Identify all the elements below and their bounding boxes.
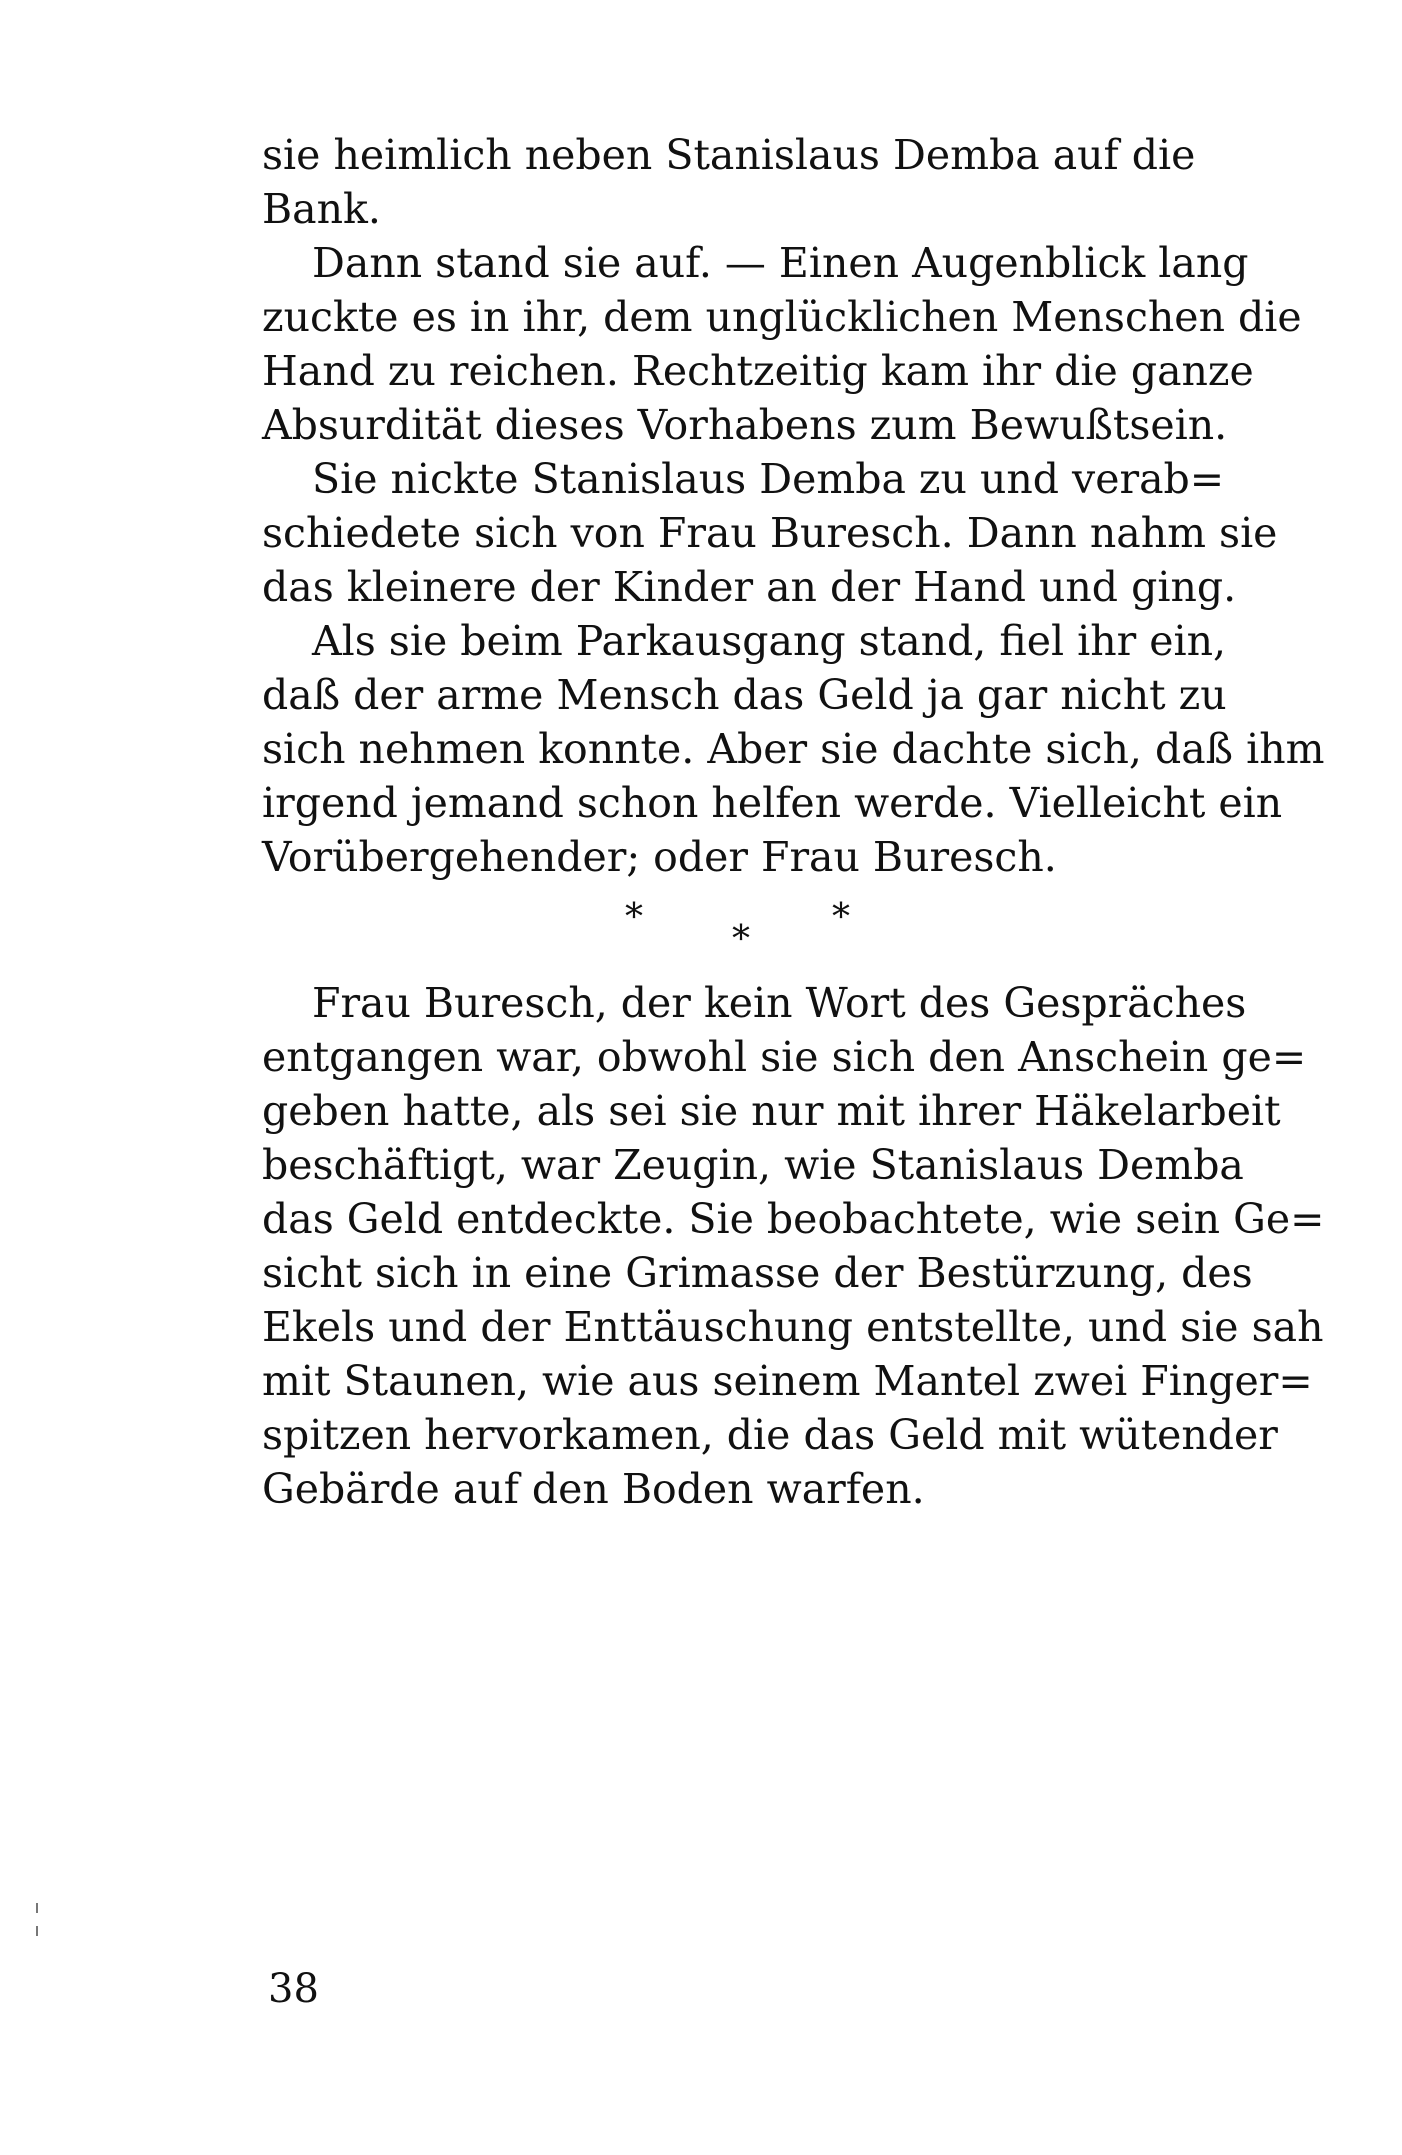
asterism-star: *: [832, 897, 850, 938]
text-line: Vorübergehender; oder Frau Buresch.: [262, 833, 1057, 881]
text-line: Hand zu reichen. Rechtzeitig kam ihr die ganze: [262, 347, 1254, 395]
text-line: Sie nickte Stanislaus Demba zu und verab=: [312, 455, 1225, 503]
text-line: Gebärde auf den Boden warfen.: [262, 1465, 925, 1513]
text-line: Dann stand sie auf. — Einen Augenblick lang: [312, 239, 1249, 287]
text-line: entgangen war, obwohl sie sich den Anschein ge=: [262, 1033, 1307, 1081]
text-line: das kleinere der Kinder an der Hand und ging.: [262, 563, 1237, 611]
text-line: sich nehmen konnte. Aber sie dachte sich, daß ihm: [262, 725, 1325, 773]
text-line: sicht sich in eine Grimasse der Bestürzung, des: [262, 1249, 1253, 1297]
scan-speck: [36, 1903, 38, 1913]
text-line: zuckte es in ihr, dem unglücklichen Menschen die: [262, 293, 1302, 341]
text-line: Ekels und der Enttäuschung entstellte, und sie sah: [262, 1303, 1324, 1351]
asterism-star: *: [625, 897, 643, 938]
text-line: geben hatte, als sei sie nur mit ihrer Häkelarbeit: [262, 1087, 1281, 1135]
text-line: schiedete sich von Frau Buresch. Dann nahm sie: [262, 509, 1278, 557]
scan-speck: [36, 1926, 38, 1936]
asterism-star: *: [732, 919, 750, 960]
text-line: sie heimlich neben Stanislaus Demba auf die: [262, 131, 1196, 179]
text-line: beschäftigt, war Zeugin, wie Stanislaus Demba: [262, 1141, 1244, 1189]
text-line: Frau Buresch, der kein Wort des Gespräches: [312, 979, 1247, 1027]
page-number: 38: [268, 1966, 319, 2012]
text-line: das Geld entdeckte. Sie beobachtete, wie sein Ge=: [262, 1195, 1325, 1243]
text-line: spitzen hervorkamen, die das Geld mit wütender: [262, 1411, 1278, 1459]
text-line: Absurdität dieses Vorhabens zum Bewußtsein.: [262, 401, 1228, 449]
text-line: Als sie beim Parkausgang stand, fiel ihr ein,: [312, 617, 1227, 665]
text-line: mit Staunen, wie aus seinem Mantel zwei Finger=: [262, 1357, 1313, 1405]
text-line: irgend jemand schon helfen werde. Vielleicht ein: [262, 779, 1283, 827]
text-line: daß der arme Mensch das Geld ja gar nicht zu: [262, 671, 1227, 719]
text-line: Bank.: [262, 185, 381, 233]
